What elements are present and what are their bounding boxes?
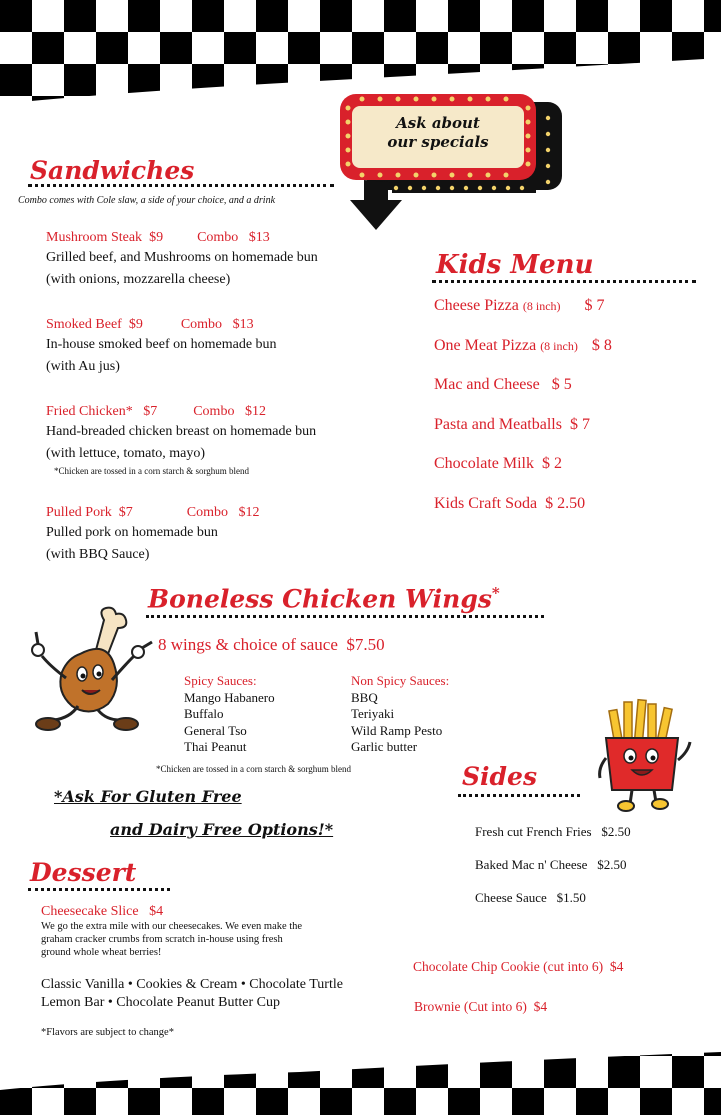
combo-label: Combo — [186, 505, 228, 520]
brownie-price: $4 — [533, 999, 548, 1014]
combo-price: $12 — [238, 505, 260, 520]
wings-note: *Chicken are tossed in a corn starch & sorghum blend — [156, 764, 352, 774]
kids-item-price: $ 8 — [591, 336, 612, 354]
kids-item — [434, 416, 612, 456]
sandwiches-subtitle: Combo comes with Cole slaw, a side of your choice, and a drink — [18, 195, 276, 206]
sandwich-price: $7 — [118, 505, 133, 520]
sandwich-desc: (with BBQ Sauce) — [46, 547, 150, 562]
wings-title — [148, 584, 500, 613]
gluten-free-line-2: and Dairy Free Options!* — [110, 820, 334, 839]
kids-item-price: $ 2 — [541, 455, 562, 472]
kids-item-name: One Meat Pizza — [434, 336, 537, 354]
sides-title: Sides — [462, 762, 538, 791]
kids-item-size: (8 inch) — [540, 338, 578, 353]
sandwiches-title: Sandwiches — [30, 156, 195, 185]
sandwiches-divider — [28, 184, 334, 187]
sandwich-item — [46, 230, 318, 291]
kids-item-name: Cheese Pizza — [434, 297, 519, 314]
fries-mascot — [596, 698, 692, 814]
kids-menu-list — [434, 297, 612, 534]
sandwich-price: $9 — [128, 317, 143, 332]
sandwich-item — [46, 317, 277, 378]
sauce-item: Mango Habanero — [184, 689, 275, 705]
dessert-title: Dessert — [30, 858, 137, 887]
marquee-sign — [336, 88, 568, 234]
cheesecake-desc: We go the extra mile with our cheesecakes. We even make the — [41, 921, 303, 932]
sides-divider — [458, 794, 580, 797]
sides-item-name: Baked Mac n' Cheese — [475, 857, 588, 872]
cheesecake-desc: ground whole wheat berries! — [41, 947, 162, 958]
sandwich-desc: (with onions, mozzarella cheese) — [46, 272, 231, 287]
sauce-item: Teriyaki — [351, 706, 395, 721]
kids-item-price: $ 5 — [551, 376, 572, 393]
sandwich-item — [46, 404, 316, 476]
sandwich-desc: Pulled pork on homemade bun — [46, 525, 218, 540]
cheesecake-desc: graham cracker crumbs from scratch in-house using fresh — [41, 934, 283, 945]
wings-asterisk: * — [491, 584, 500, 602]
kids-item — [434, 495, 612, 535]
kids-item-name: Mac and Cheese — [434, 376, 540, 393]
cookie-name: Chocolate Chip Cookie (cut into 6) — [413, 959, 604, 974]
sides-list — [475, 824, 631, 923]
cookie-item — [413, 959, 623, 975]
sandwich-desc: In-house smoked beef on homemade bun — [46, 337, 277, 352]
cheesecake-flavors — [41, 976, 343, 1012]
cookie-price: $4 — [609, 959, 624, 974]
sides-item — [475, 857, 631, 890]
sandwich-name: Smoked Beef — [46, 317, 122, 332]
kids-item — [434, 297, 612, 337]
kids-menu-title: Kids Menu — [436, 250, 594, 280]
sides-item-name: Fresh cut French Fries — [475, 824, 592, 839]
sides-item-name: Cheese Sauce — [475, 890, 547, 905]
kids-item-name: Pasta and Meatballs — [434, 415, 562, 433]
combo-price: $13 — [248, 230, 270, 245]
sauce-item: BBQ — [351, 689, 378, 705]
sauce-item: Garlic butter — [351, 739, 418, 754]
sandwich-price: $7 — [143, 404, 158, 419]
sandwich-name: Fried Chicken* — [46, 404, 133, 419]
wings-offer — [158, 635, 385, 655]
combo-label: Combo — [197, 230, 239, 245]
kids-item — [434, 455, 612, 495]
cheesecake-name: Cheesecake Slice — [41, 904, 139, 919]
sign-line-2: our specials — [387, 133, 489, 151]
sandwich-item — [46, 505, 259, 566]
kids-item-price: $ 2.50 — [545, 494, 586, 512]
kids-item-price: $ 7 — [584, 297, 605, 314]
spicy-sauces-title: Spicy Sauces: — [184, 673, 257, 688]
kids-item-name: Chocolate Milk — [434, 455, 534, 472]
kids-item — [434, 376, 612, 416]
combo-price: $12 — [244, 404, 266, 419]
sauce-item: Buffalo — [184, 706, 224, 721]
wings-offer-text: 8 wings & choice of sauce — [158, 635, 338, 654]
wings-divider — [146, 615, 544, 618]
sandwich-desc: (with Au jus) — [46, 359, 120, 374]
dessert-cheesecake — [41, 904, 302, 959]
kids-item-name: Kids Craft Soda — [434, 494, 538, 512]
sauce-item: Thai Peanut — [184, 739, 247, 754]
flavors-line: Lemon Bar • Chocolate Peanut Butter Cup — [41, 995, 280, 1010]
sides-item-price: $2.50 — [597, 857, 627, 872]
kids-item — [434, 337, 612, 377]
sandwich-name: Mushroom Steak — [46, 230, 143, 245]
sauce-item: General Tso — [184, 722, 247, 738]
sign-text — [358, 114, 518, 152]
sandwich-desc: Hand-breaded chicken breast on homemade bun — [46, 424, 317, 439]
brownie-item — [414, 999, 547, 1015]
combo-label: Combo — [180, 317, 223, 332]
non-spicy-sauces-title: Non Spicy Sauces: — [351, 673, 450, 688]
sides-item — [475, 890, 631, 923]
sides-item-price: $1.50 — [556, 890, 586, 905]
brownie-name: Brownie (Cut into 6) — [414, 999, 527, 1014]
sides-item — [475, 824, 631, 857]
spicy-sauces — [184, 673, 275, 756]
sandwich-price: $9 — [149, 230, 164, 245]
non-spicy-sauces — [351, 673, 449, 756]
sandwich-name: Pulled Pork — [46, 505, 112, 520]
sign-line-1: Ask about — [396, 114, 480, 132]
chicken-note: *Chicken are tossed in a corn starch & sorghum blend — [54, 466, 250, 476]
cheesecake-price: $4 — [149, 904, 164, 919]
dessert-divider — [28, 888, 170, 891]
gluten-free-line-1: *Ask For Gluten Free — [54, 787, 242, 806]
kids-item-size: (8 inch) — [522, 299, 561, 313]
kids-menu-divider — [432, 280, 696, 283]
sauce-item: Wild Ramp Pesto — [351, 722, 443, 738]
wings-title-text: Boneless Chicken Wings — [148, 584, 492, 614]
sandwich-desc: Grilled beef, and Mushrooms on homemade bun — [46, 250, 318, 265]
flavor-note: *Flavors are subject to change* — [41, 1027, 174, 1038]
sides-item-price: $2.50 — [601, 824, 631, 839]
sandwich-desc: (with lettuce, tomato, mayo) — [46, 446, 206, 461]
flavors-line: Classic Vanilla • Cookies & Cream • Chocolate Turtle — [41, 977, 343, 992]
chicken-leg-mascot — [24, 606, 154, 740]
wings-offer-price: $7.50 — [346, 635, 385, 654]
kids-item-price: $ 7 — [569, 415, 590, 433]
combo-price: $13 — [232, 317, 254, 332]
combo-label: Combo — [193, 404, 235, 419]
